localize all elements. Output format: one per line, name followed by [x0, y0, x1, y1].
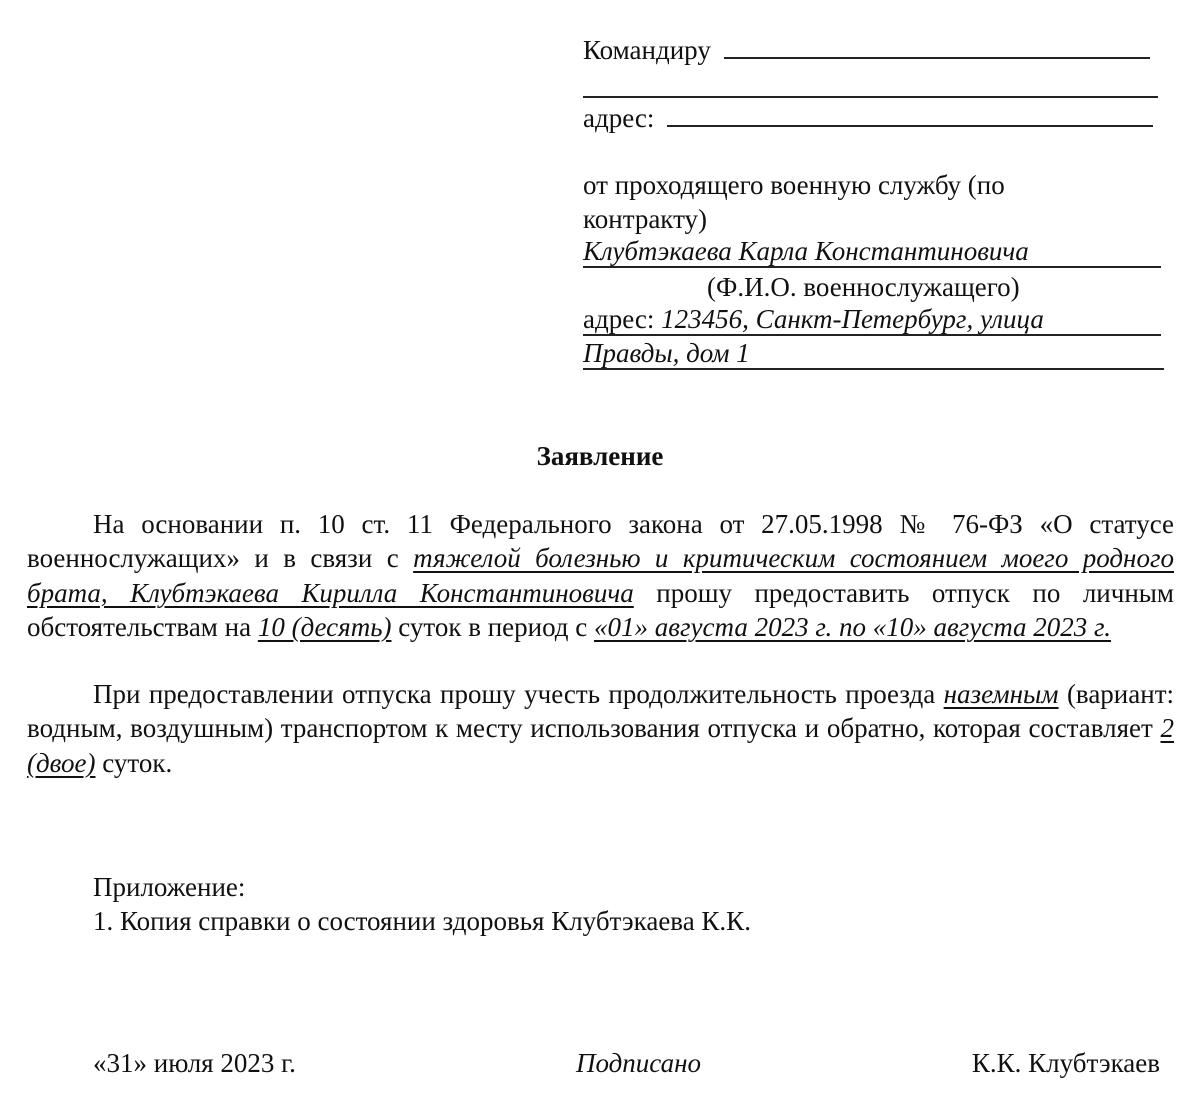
- paragraph2-text-2: (вариант: водным, воздушным) транспортом к месту использования отпуска и обратно, которая составляет: [27, 679, 1174, 744]
- to-commander-label: Командиру: [583, 35, 711, 65]
- leave-period: «01» августа 2023 г. по «10» августа 2023 г.: [594, 611, 1111, 642]
- commander-name-blank: [724, 56, 1150, 59]
- paragraph-main-request: [27, 507, 1174, 644]
- commander-address-label: адрес:: [583, 103, 655, 133]
- sender-address-line-1: 123456, Санкт-Петербург, улица: [661, 304, 1044, 334]
- signer-name: К.К. Клубтэкаев: [971, 1048, 1160, 1078]
- paragraph1-text-2: прошу предоставить отпуск по личным обстоятельствам на: [27, 577, 1174, 642]
- paragraph2-text-3: суток.: [95, 747, 173, 778]
- paragraph2-text-1: При предоставлении отпуска прошу учесть продолжительность проезда: [93, 679, 944, 709]
- paragraph-travel-time: [27, 677, 1174, 780]
- attachments-block: [93, 870, 751, 938]
- document-title: Заявление: [536, 441, 664, 471]
- sender-address-label: адрес:: [583, 304, 655, 334]
- paragraph1-text-3: суток в период с: [391, 611, 595, 642]
- commander-address-blank: [667, 124, 1153, 127]
- attachments-label: Приложение:: [93, 872, 246, 902]
- travel-days: 2 (двое): [27, 713, 1174, 778]
- leave-duration: 10 (десять): [257, 611, 392, 642]
- from-line-1: от проходящего военную службу (по: [583, 170, 1005, 200]
- leave-reason: тяжелой болезнью и критическим состоянием моего родного брата, Клубтэкаева Кирилла Константиновича: [27, 543, 1174, 608]
- transport-type: наземным: [943, 679, 1059, 709]
- paragraph1-text-1: На основании п. 10 ст. 11 Федерального закона от 27.05.1998 № 76-ФЗ «О статусе военнослужащих» и в связи с: [27, 509, 1174, 574]
- commander-blank-line: [583, 96, 1158, 98]
- attachment-item: 1. Копия справки о состоянии здоровья Клубтэкаева К.К.: [93, 906, 751, 936]
- application-date: «31» июля 2023 г.: [93, 1048, 296, 1078]
- sender-address-line-2: Правды, дом 1: [583, 338, 750, 368]
- sender-name: Клубтэкаева Карла Константиновича: [583, 236, 1029, 266]
- sender-name-caption: (Ф.И.О. военнослужащего): [707, 272, 1020, 302]
- signature: Подписано: [576, 1048, 701, 1078]
- from-line-2: контракту): [583, 204, 708, 234]
